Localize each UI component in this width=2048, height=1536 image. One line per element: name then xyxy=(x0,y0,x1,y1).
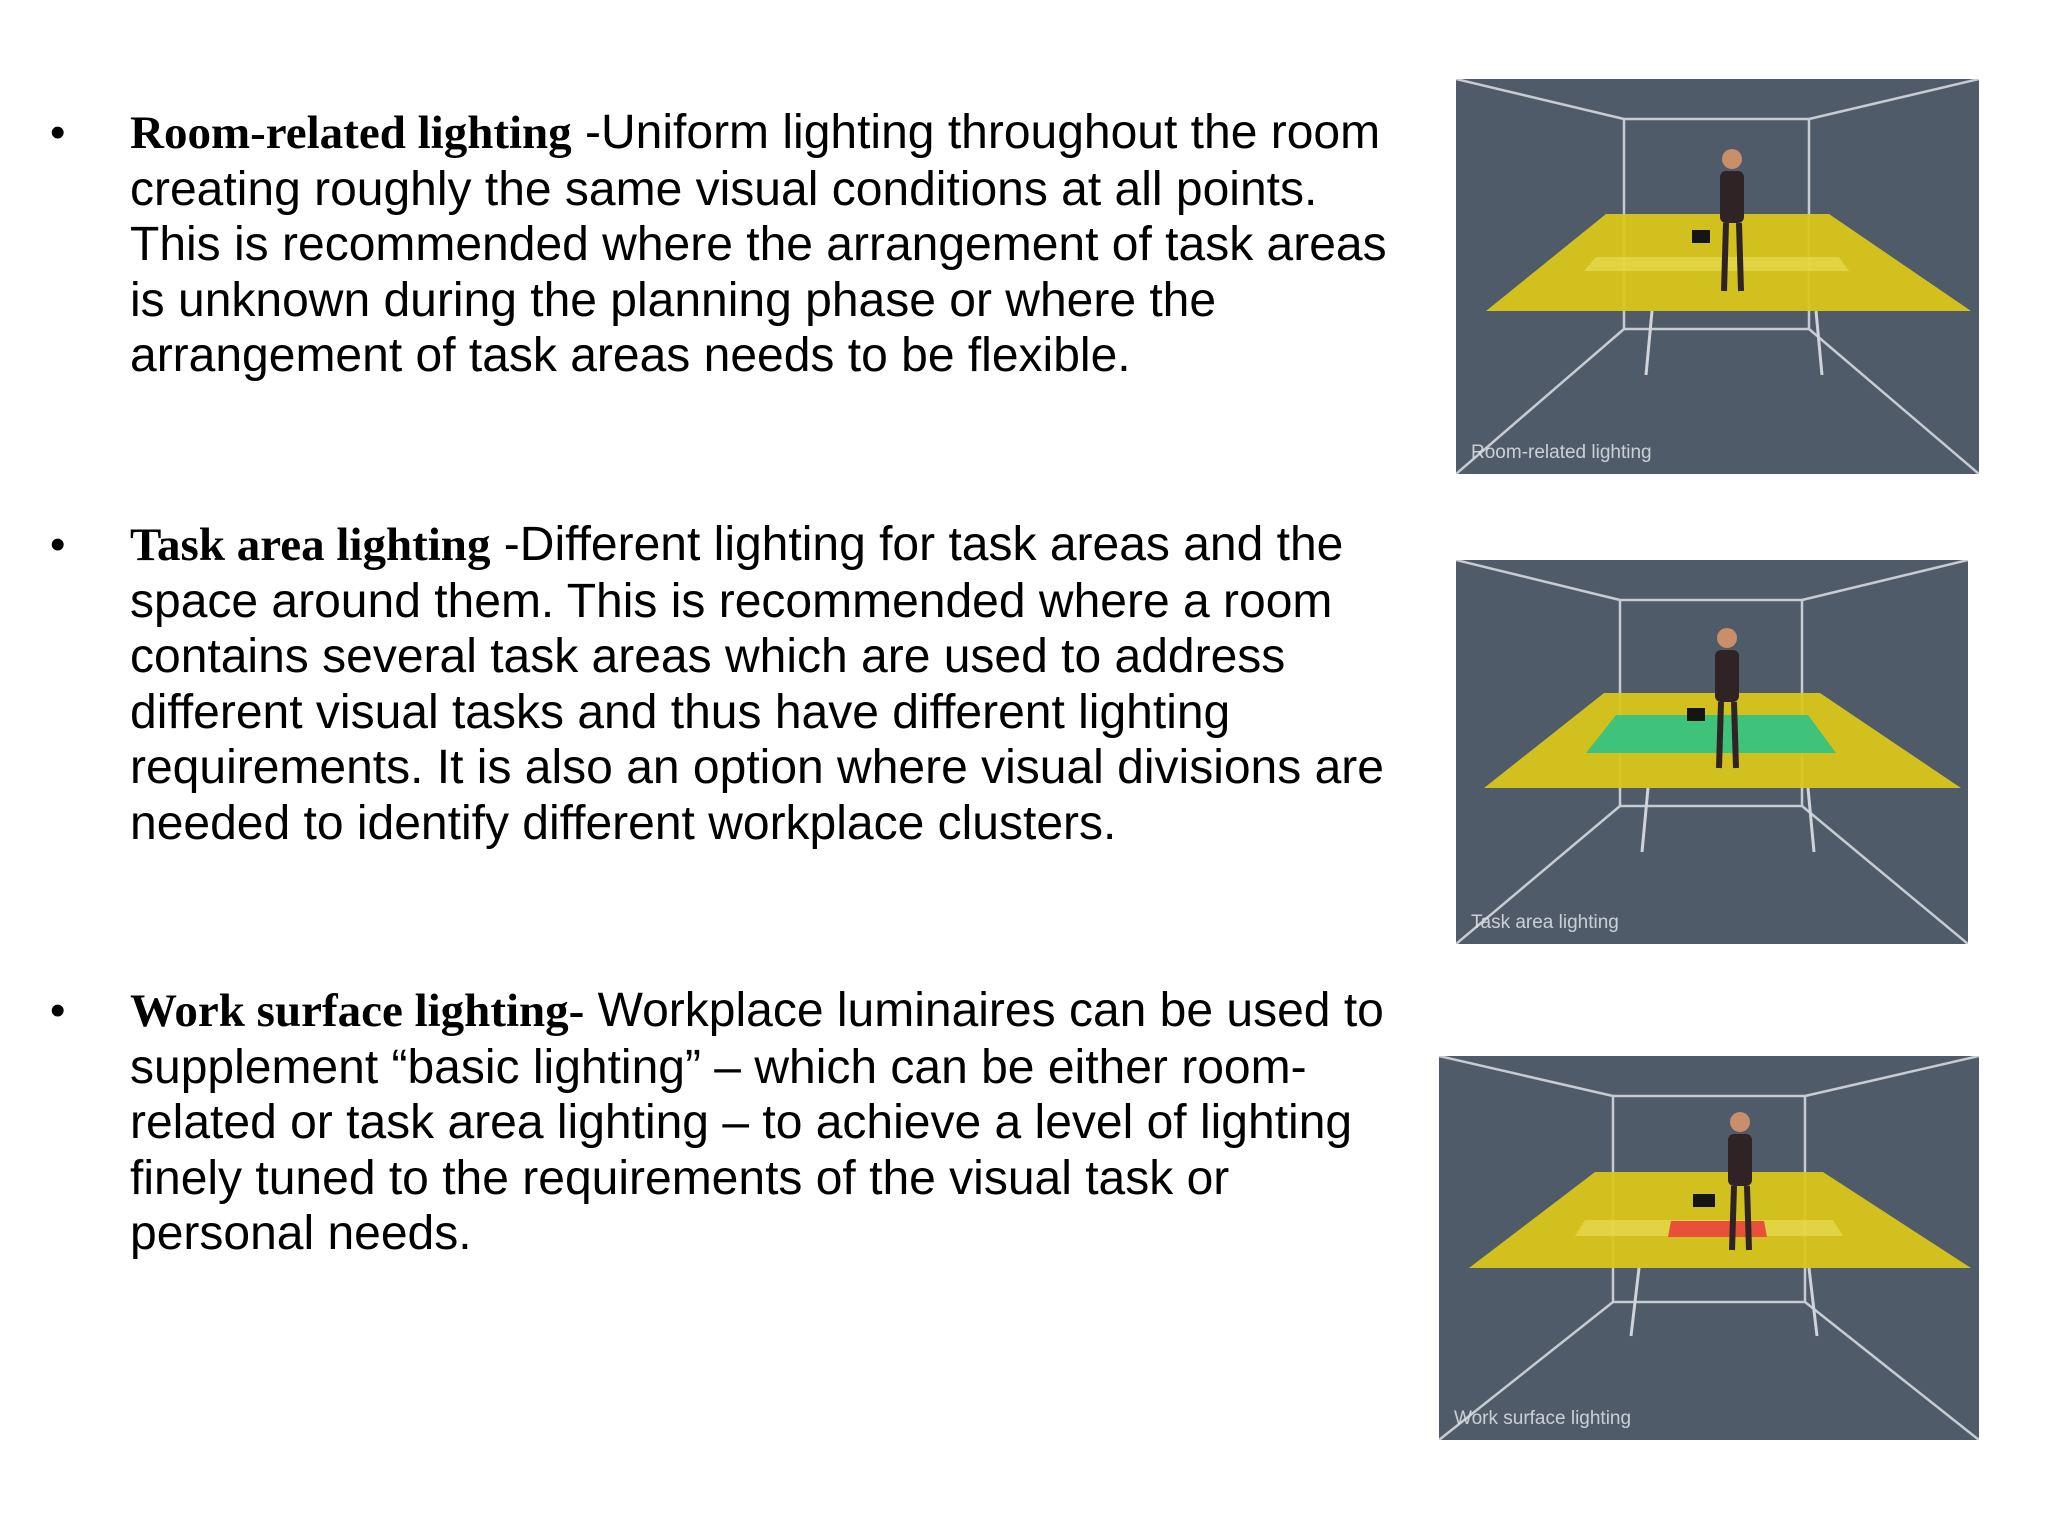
bullet-body xyxy=(130,105,1390,384)
figure-caption: Work surface lighting xyxy=(1454,1408,1632,1429)
bullet-description: Workplace luminaires can be used to supplement “basic lighting” – which can be either room-related or task area lighting – to achieve a level of lighting finely tuned to the requirements of the visual task or personal needs. xyxy=(130,984,1384,1260)
figure-caption: Room-related lighting xyxy=(1471,442,1652,463)
bullet-term: Work surface lighting- xyxy=(130,985,585,1037)
work-surface-figure xyxy=(1439,1056,1979,1440)
bullet-body xyxy=(130,517,1390,851)
bullet-marker: • xyxy=(50,108,66,157)
room-illustration xyxy=(1456,79,1979,474)
bullet-task-area xyxy=(50,517,1390,851)
bullet-work-surface xyxy=(50,983,1390,1262)
room-illustration xyxy=(1439,1056,1979,1440)
bullet-term: Room-related lighting xyxy=(130,107,572,159)
bullet-description: -Uniform lighting throughout the room creating roughly the same visual conditions at all points. This is recommended where the arrangement of task areas is unknown during the planning phase or where the arrangement of task areas needs to be flexible. xyxy=(130,106,1387,382)
bullet-body xyxy=(130,983,1390,1262)
bullet-marker: • xyxy=(50,520,66,569)
room-lighting-figure xyxy=(1456,79,1979,474)
work-surface-highlight xyxy=(1668,1221,1767,1237)
bullet-marker: • xyxy=(50,986,66,1035)
task-area-figure xyxy=(1456,560,1968,944)
bullet-room-related xyxy=(50,105,1390,384)
room-illustration xyxy=(1456,560,1968,944)
figure-caption: Task area lighting xyxy=(1471,912,1619,933)
bullet-description: -Different lighting for task areas and the space around them. This is recommended where a room contains several task areas which are used to address different visual tasks and thus have different lighting requirements. It is also an option where visual divisions are needed to identify different workplace clusters. xyxy=(130,518,1384,850)
task-area-highlight xyxy=(1586,715,1836,753)
bullet-term: Task area lighting xyxy=(130,519,491,571)
